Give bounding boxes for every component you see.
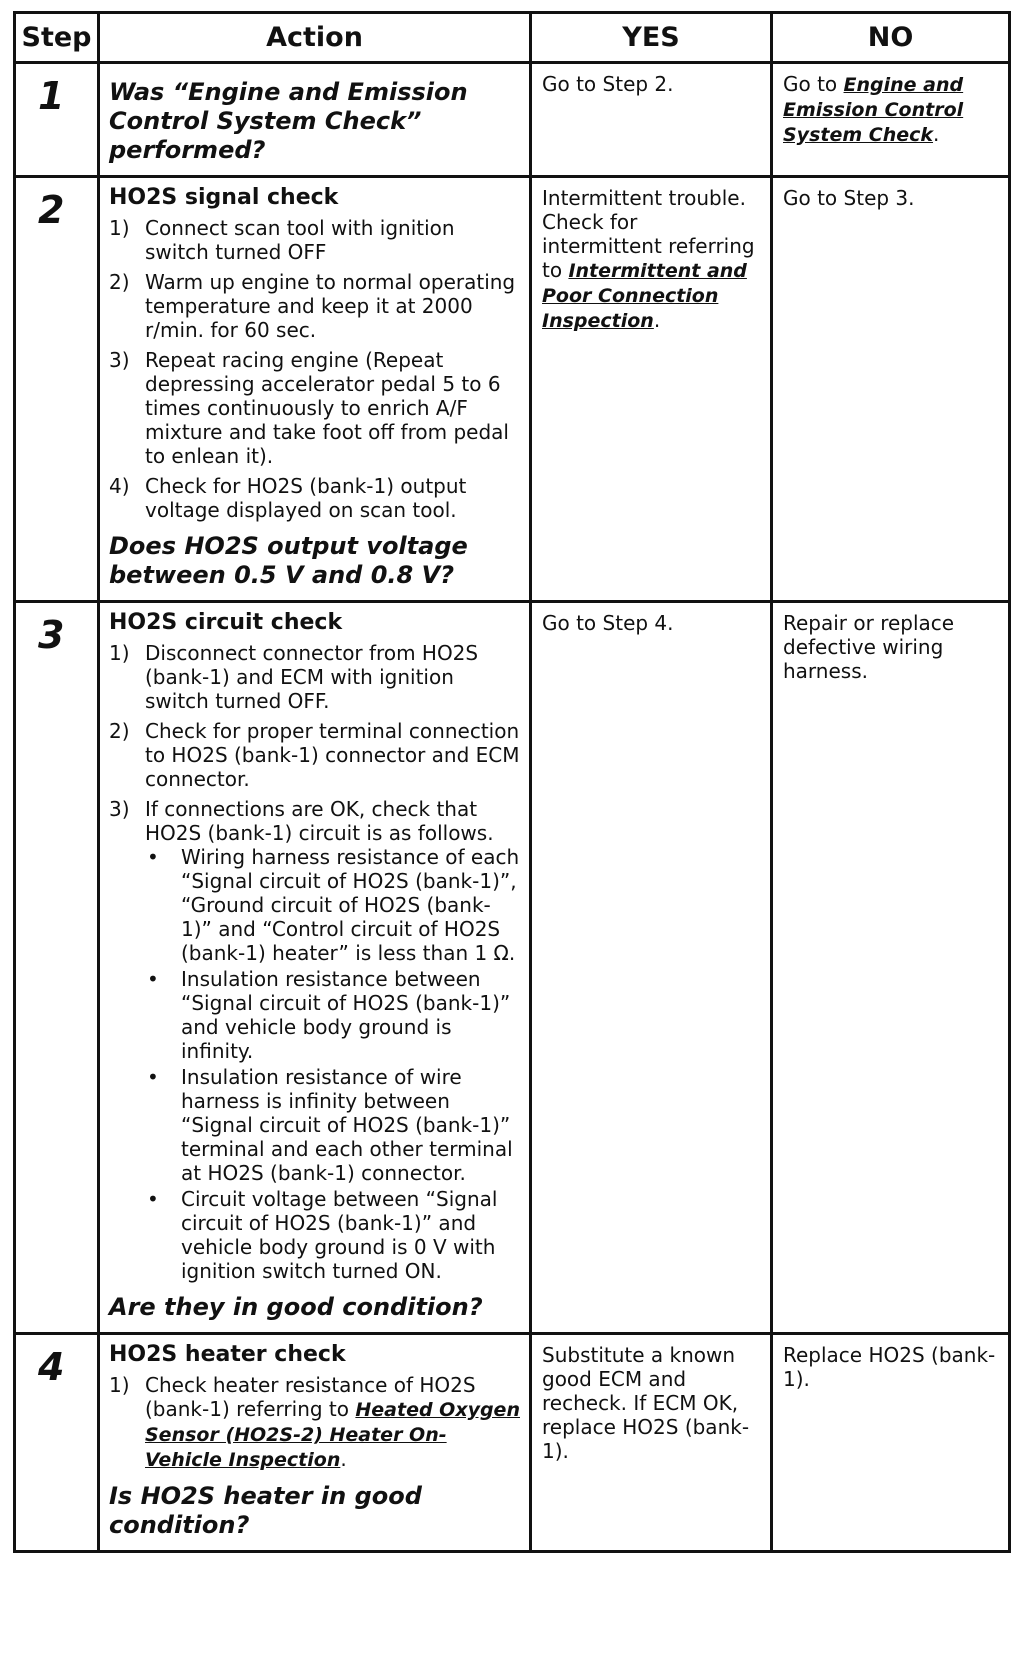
header-no: NO <box>772 13 1010 63</box>
table-row-step-2 <box>15 177 1010 602</box>
bullet-item: • Wiring harness resistance of each “Signal circuit of HO2S (bank-1)”, “Ground circuit of HO2S (bank-1)” and “Control circuit of HO2S (bank-1) heater” is less than 1 Ω. <box>145 845 521 965</box>
yes-result: Go to Step 4. <box>542 611 674 635</box>
no-result: Go to Engine and Emission Control System Check. <box>783 72 964 146</box>
header-row <box>15 13 1010 63</box>
list-item: 1) Disconnect connector from HO2S (bank-1) and ECM with ignition switch turned OFF. <box>109 641 479 713</box>
step-question: Are they in good condition? <box>109 1293 483 1321</box>
yes-result: Substitute a known good ECM and recheck. If ECM OK, replace HO2S (bank-1). <box>542 1343 750 1463</box>
step-title: HO2S signal check <box>109 185 339 210</box>
table-row-step-1 <box>15 63 1010 177</box>
procedure-list <box>109 1373 521 1472</box>
diagnostic-table-container <box>13 11 1008 1553</box>
step-number: 3 <box>38 613 65 657</box>
list-item: 4) Check for HO2S (bank-1) output voltage displayed on scan tool. <box>109 474 467 522</box>
procedure-list <box>109 216 521 522</box>
header-action: Action <box>99 13 531 63</box>
list-item: 1) Check heater resistance of HO2S (bank-1) referring to Heated Oxygen Sensor (HO2S-2) Heater On-Vehicle Inspection. <box>109 1373 520 1471</box>
list-item: 2) Check for proper terminal connection to HO2S (bank-1) connector and ECM connector. <box>109 719 520 791</box>
table-row-step-4 <box>15 1334 1010 1552</box>
step-number: 2 <box>38 188 65 232</box>
heater-inspection-link[interactable]: Heated Oxygen Sensor (HO2S-2) Heater On-Vehicle Inspection <box>145 1399 520 1471</box>
no-result: Repair or replace defective wiring harness. <box>783 611 955 683</box>
bullet-item: • Circuit voltage between “Signal circuit of HO2S (bank-1)” and vehicle body ground is 0 V with ignition switch turned ON. <box>145 1187 521 1283</box>
list-item: 3) Repeat racing engine (Repeat depressing accelerator pedal 5 to 6 times continuously to enrich A/F mixture and take foot off from pedal to enlean it). <box>109 348 509 468</box>
intermittent-inspection-link[interactable]: Intermittent and Poor Connection Inspection <box>542 260 747 332</box>
header-step: Step <box>15 13 99 63</box>
list-item: 2) Warm up engine to normal operating temperature and keep it at 2000 r/min. for 60 sec. <box>109 270 516 342</box>
step-question: Was “Engine and Emission Control System Check” performed? <box>109 78 468 164</box>
step-number: 1 <box>38 74 65 118</box>
step-title: HO2S circuit check <box>109 610 343 635</box>
yes-result: Go to Step 2. <box>542 72 674 96</box>
header-yes: YES <box>531 13 772 63</box>
table-row-step-3 <box>15 602 1010 1334</box>
list-item: 3) If connections are OK, check that HO2S (bank-1) circuit is as follows. • Wiring harness resistance of each “Signal circuit of HO2S (bank-1)”, “Ground circuit of HO2S (bank-1)” and “Control circuit of HO2S (bank-1) heater” is less than 1 Ω. • Insulation resistance between “Signal circuit of HO2S (bank-1)” and vehicle body ground is infinity. • Insulation resistance of wire harness is infinity between “Signal circuit of HO2S (bank-1)” terminal and each other terminal at HO2S (bank-1) connector. • Circuit voltage between “Signal circuit of HO2S (bank-1)” and vehicle body ground is 0 V with ignition switch turned ON. <box>109 797 521 1283</box>
yes-result: Intermittent trouble. Check for intermittent referring to Intermittent and Poor Connection Inspection. <box>542 186 755 332</box>
bullet-item: • Insulation resistance between “Signal circuit of HO2S (bank-1)” and vehicle body ground is infinity. <box>145 967 521 1063</box>
diagnostic-table <box>13 11 1011 1553</box>
step-question: Is HO2S heater in good condition? <box>109 1482 422 1539</box>
engine-emission-check-link[interactable]: Engine and Emission Control System Check <box>783 74 964 146</box>
step-number: 4 <box>38 1345 65 1389</box>
procedure-list <box>109 641 521 1283</box>
check-bullets <box>145 845 521 1283</box>
no-result: Go to Step 3. <box>783 186 915 210</box>
step-question: Does HO2S output voltage between 0.5 V and 0.8 V? <box>109 532 468 589</box>
bullet-item: • Insulation resistance of wire harness is infinity between “Signal circuit of HO2S (bank-1)” terminal and each other terminal at HO2S (bank-1) connector. <box>145 1065 521 1185</box>
no-result: Replace HO2S (bank-1). <box>783 1343 996 1391</box>
list-item: 1) Connect scan tool with ignition switch turned OFF <box>109 216 455 264</box>
step-title: HO2S heater check <box>109 1342 346 1367</box>
